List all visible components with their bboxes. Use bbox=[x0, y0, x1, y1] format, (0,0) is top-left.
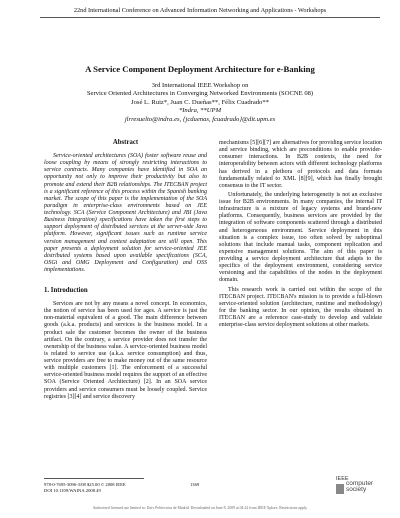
ieee-computer-society-logo bbox=[336, 476, 382, 498]
logo-line-1: computer bbox=[346, 480, 374, 487]
logo-square-icon bbox=[336, 484, 344, 494]
conference-header: 22nd International Conference on Advanced Information Networking and Applications - Workshops bbox=[73, 7, 327, 14]
footer-doi: DOI 10.1109/WAINA.2008.49 bbox=[44, 488, 101, 493]
abstract-body bbox=[44, 153, 207, 276]
authors: José L. Ruiz*, Juan C. Dueñas**, Félix Cuadrado** bbox=[131, 98, 269, 106]
right-paragraph-2: Unfortunately, the underlying heterogeneity is not an exclusive issue for B2B environments. In many companies, the internal IT infrastructure is a mixture of legacy systems and brand-new platforms. Consequently, business services are provided by the integration of software components scattered through a distributed and heterogeneous environment. Service deployment in this situation is a complex issue, too often solved by suboptimal solutions that include manual tasks, component replication and expensive management solutions. The aim of this paper is providing a service deployment architecture that adapts to the specifics of the deployment environment, considering service versioning and the capabilities of the nodes in the deployment domain. bbox=[219, 191, 382, 284]
affiliation: *Indra, **UPM bbox=[178, 107, 222, 115]
license-note: Authorized licensed use limited to: Univ Politecnica de Madrid. Downloaded on June 8, 2009 at 04:22 from IEEE Xplore. Restrictions apply. bbox=[92, 506, 308, 510]
abstract-heading: Abstract bbox=[112, 139, 139, 146]
right-paragraph-3: This research work is carried out within the scope of the ITECBAN project. ITECBAN's mission is to provide a full-blown service-oriented solution (architecture, runtime and methodology) for the banking sector. In our opinion, the results obtained in ITECBAN are a reference case-study to develop and validate enterprise-class service deployment solutions at other markets. bbox=[219, 286, 382, 329]
footer-isbn: 978-0-7695-3096-3/08 $25.00 © 2008 IEEE bbox=[44, 482, 126, 487]
workshop-line-2: Service Oriented Architectures in Converging Networked Environments (SOCNE 08) bbox=[86, 90, 314, 98]
abstract-text: Service-oriented architectures (SOA) foster software reuse and loose coupling by means of strongly restricting interactions to service contracts. Many companies have identified in SOA an opportunity not only to improve their productivity but also to promote and extend their B2B relationships. The ITECBAN project is a significant reference of this process within the Spanish banking market. The scope of this paper is the implementation of the SOA paradigm in enterprise-class environments based on JEE technology. SCA (Service Component Architecture) and JBI (Java Business Integration) specifications have taken the first steps to support deployment of distributed services at the server-side Java platform. However, significant issues such as runtime service version management and context adaptation are still open. This paper presents a deployment solution for service-oriented JEE distributed systems based upon available specifications (SCA, OSGi and OMG Deployment and Configuration) and OSS implementations. bbox=[44, 153, 207, 273]
introduction-body bbox=[44, 301, 207, 403]
paper-title: A Service Component Deployment Architecture for e-Banking bbox=[85, 64, 315, 74]
footer-left bbox=[44, 482, 126, 494]
author-block bbox=[0, 82, 400, 124]
logo-ieee-text: IEEE bbox=[336, 476, 349, 482]
logo-line-2: society bbox=[346, 486, 367, 494]
workshop-line-1: 3rd International IEEE Workshop on bbox=[151, 82, 249, 89]
introduction-text: Services are not by any means a novel concept. In economics, the notion of service has been used for ages. A service is just the non-material equivalent of a good. The main difference between goods (a.k.a. products) and services is the business model. In a product sale the customer becomes the owner of the business artifact. On the contrary, a service provider does not transfer the ownership of the business value. A service-oriented business model is related to service use (a.k.a. service consumption) and thus, service providers are free to make money out of the same resource with multiple customers [1]. The enforcement of a successful service-oriented business model requires the support of an effective SOA (Service Oriented Architecture) [2]. In an SOA service providers and service consumers must be loosely coupled. Service registries [3][4] and service discovery bbox=[44, 301, 207, 400]
logo-society-text bbox=[346, 481, 373, 493]
page-number: 1369 bbox=[190, 482, 200, 487]
emails: jlrresuelto@indra.es, {jcduenas, fcuadrado}@dit.upm.es bbox=[124, 115, 276, 123]
right-paragraph-1: mechanisms [5][6][7] are alternatives for providing service location and service binding, which are preconditions to enable provider-consumer interactions. In B2B contexts, the need for interoperability between actors with different technology platforms has derived in a plethora of protocols and data formats fundamentally related to XML [8][9], which has finally brought consensus to the IT sector. bbox=[219, 140, 382, 189]
right-column bbox=[219, 140, 382, 331]
footnote-rule bbox=[44, 478, 144, 479]
header-rule bbox=[40, 17, 380, 18]
introduction-heading: 1. Introduction bbox=[44, 287, 88, 294]
